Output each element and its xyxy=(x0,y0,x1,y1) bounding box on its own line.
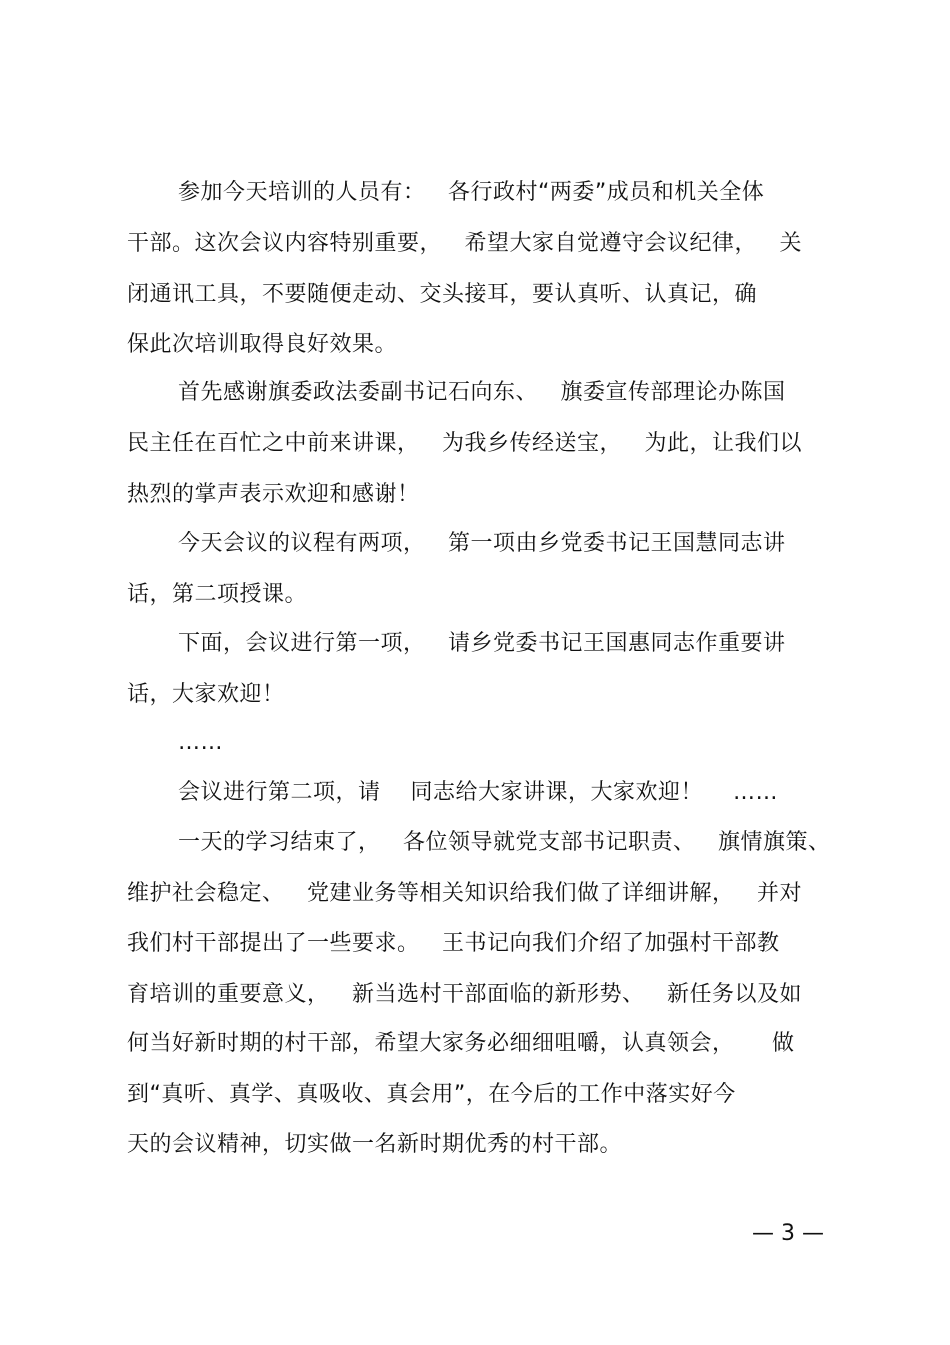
paragraph-line: 天的会议精神，切实做一名新时期优秀的村干部。 xyxy=(127,1132,623,1157)
paragraph-line: 何当好新时期的村干部，希望大家务必细细咀嚼，认真领会， 做 xyxy=(127,1031,795,1056)
paragraph-line: 热烈的掌声表示欢迎和感谢！ xyxy=(127,482,420,507)
paragraph-line: 下面，会议进行第一项， 请乡党委书记王国惠同志作重要讲 xyxy=(178,631,786,656)
paragraph-line: 到“真听、真学、真吸收、真会用”，在今后的工作中落实好今 xyxy=(127,1082,736,1107)
paragraph-line: …… xyxy=(178,730,223,755)
paragraph-line: 话，大家欢迎！ xyxy=(127,682,285,707)
paragraph-line: 闭通讯工具，不要随便走动、交头接耳，要认真听、认真记，确 xyxy=(127,282,758,307)
paragraph-line: 会议进行第二项，请 同志给大家讲课，大家欢迎！ …… xyxy=(178,780,778,805)
paragraph-line: 维护社会稳定、 党建业务等相关知识给我们做了详细讲解， 并对 xyxy=(127,881,802,906)
paragraph-line: 我们村干部提出了一些要求。 王书记向我们介绍了加强村干部教 xyxy=(127,931,780,956)
page-number: — 3 — xyxy=(752,1221,824,1246)
paragraph-line: 参加今天培训的人员有： 各行政村“两委”成员和机关全体 xyxy=(178,180,765,205)
paragraph-line: 一天的学习结束了， 各位领导就党支部书记职责、 旗情旗策、 xyxy=(178,830,831,855)
paragraph-line: 育培训的重要意义， 新当选村干部面临的新形势、 新任务以及如 xyxy=(127,982,802,1007)
paragraph-line: 保此次培训取得良好效果。 xyxy=(127,332,398,357)
paragraph-line: 首先感谢旗委政法委副书记石向东、 旗委宣传部理论办陈国 xyxy=(178,380,786,405)
paragraph-line: 话，第二项授课。 xyxy=(127,582,308,607)
paragraph-line: 干部。这次会议内容特别重要， 希望大家自觉遵守会议纪律， 关 xyxy=(127,231,802,256)
paragraph-line: 今天会议的议程有两项， 第一项由乡党委书记王国慧同志讲 xyxy=(178,531,786,556)
paragraph-line: 民主任在百忙之中前来讲课， 为我乡传经送宝， 为此，让我们以 xyxy=(127,431,802,456)
